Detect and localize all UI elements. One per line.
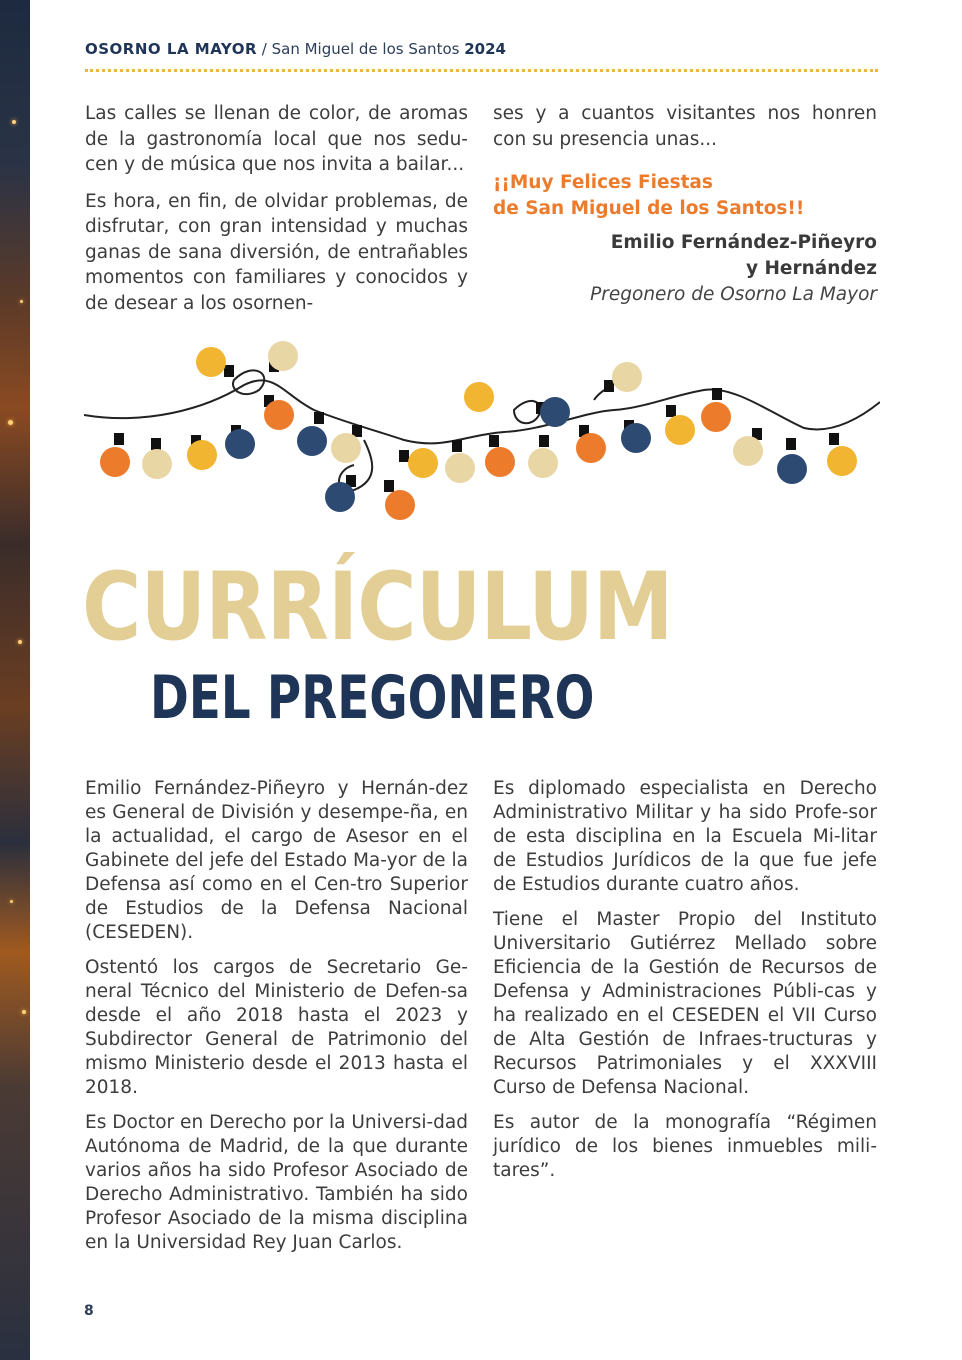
intro-paragraph: ses y a cuantos visitantes nos honren con su presencia unas... [493,103,877,150]
light-bulb [777,438,807,484]
page-number: 8 [84,1303,94,1319]
cv-paragraph: Emilio Fernández-Piñeyro y Hernán-dez es General de División y desempe-ña, en la actualidad, el cargo de Asesor en el Gabinete del jefe del Estado Ma-yor de la Defensa así como en el Cen-tro Superior de Estudios de la Defensa Nacional (CESEDEN). [85,778,468,943]
intro-paragraph: Las calles se llenan de color, de aromas de la gastronomía local que nos sedu-cen y de música que nos invita a bailar... [85,103,468,175]
light-bulb [733,428,763,466]
light-bulb [100,433,130,477]
light-bulb [576,425,606,463]
section-subtitle: DEL PREGONERO [150,663,595,733]
greeting-line: de San Miguel de los Santos!! [493,198,805,219]
header-brand: OSORNO LA MAYOR [85,40,258,58]
light-bulb [827,433,857,476]
light-bulb [225,425,255,459]
light-bulb [399,448,438,478]
light-bulb [665,405,695,445]
cv-paragraph: Es autor de la monografía “Régimen jurídico de los bienes inmuebles mili-tares”. [493,1112,877,1181]
light-bulb [325,475,356,512]
festive-greeting [493,170,877,222]
light-speck [22,1010,26,1014]
light-speck [8,420,13,425]
light-bulb [536,397,570,427]
light-bulb [264,395,294,430]
light-bulb [701,388,731,432]
cv-paragraph: Ostentó los cargos de Secretario Ge-neral Técnico del Ministerio de Defen-sa desde el año 2018 hasta el 2023 y Subdirector General de Patrimonio del mismo Ministerio desde el 2013 hasta el 2018. [85,957,468,1098]
side-photo-strip [0,0,30,1360]
light-speck [12,120,16,124]
intro-paragraph: Es hora, en fin, de olvidar problemas, de disfrutar, con gran intensidad y muchas ganas de sana diversión, de entrañables momentos con familiares y conocidos y de desear a los osornen- [85,190,468,314]
signature-role: Pregonero de Osorno La Mayor [590,284,877,305]
light-bulb [196,347,234,377]
light-speck [10,900,13,903]
light-bulb [604,362,642,392]
page-header [85,40,506,58]
intro-right-column [493,101,877,308]
light-bulb [464,382,494,412]
light-bulb [384,480,415,520]
light-bulb [331,425,362,463]
section-title: CURRÍCULUM [82,553,673,662]
cv-right-column [493,777,877,1194]
signature-name: y Hernández [745,258,877,279]
light-bulb [621,420,651,453]
light-bulb [297,412,327,456]
header-divider [85,69,878,72]
header-subtitle: San Miguel de los Santos [271,40,460,58]
light-bulb [142,438,172,479]
string-lights-illustration [84,340,880,525]
signature-name: Emilio Fernández-Piñeyro [610,232,877,253]
light-speck [18,640,22,644]
light-speck [20,300,23,303]
cv-paragraph: Es diplomado especialista en Derecho Administrativo Militar y ha sido Profe-sor de esta disciplina en la Escuela Mi-litar de Estudios Jurídicos de la que fue jefe de Estudios durante cuatro años. [493,778,877,895]
greeting-line: ¡¡Muy Felices Fiestas [493,172,713,193]
header-separator: / [257,40,272,58]
cv-paragraph: Tiene el Master Propio del Instituto Universitario Gutiérrez Mellado sobre Eficiencia de la Gestión de Recursos de Defensa y Administraciones Públi-cas y ha realizado en el CESEDEN el VII Curso de Alta Gestión de Infraes-tructuras y Recursos Patrimoniales y el XXXVIII Curso de Defensa Nacional. [493,909,877,1098]
cv-paragraph: Es Doctor en Derecho por la Universi-dad Autónoma de Madrid, de la que durante varios años ha sido Profesor Asociado de Derecho Administrativo. También ha sido Profesor Asociado de la misma disciplina en la Universidad Rey Juan Carlos. [85,1112,468,1253]
light-bulb [485,435,515,477]
light-bulb [268,341,298,372]
header-year: 2024 [464,40,506,58]
light-bulb [528,435,558,478]
light-bulb [445,440,475,483]
cv-left-column [85,777,468,1266]
intro-left-column [85,101,468,327]
light-bulb [187,435,217,470]
